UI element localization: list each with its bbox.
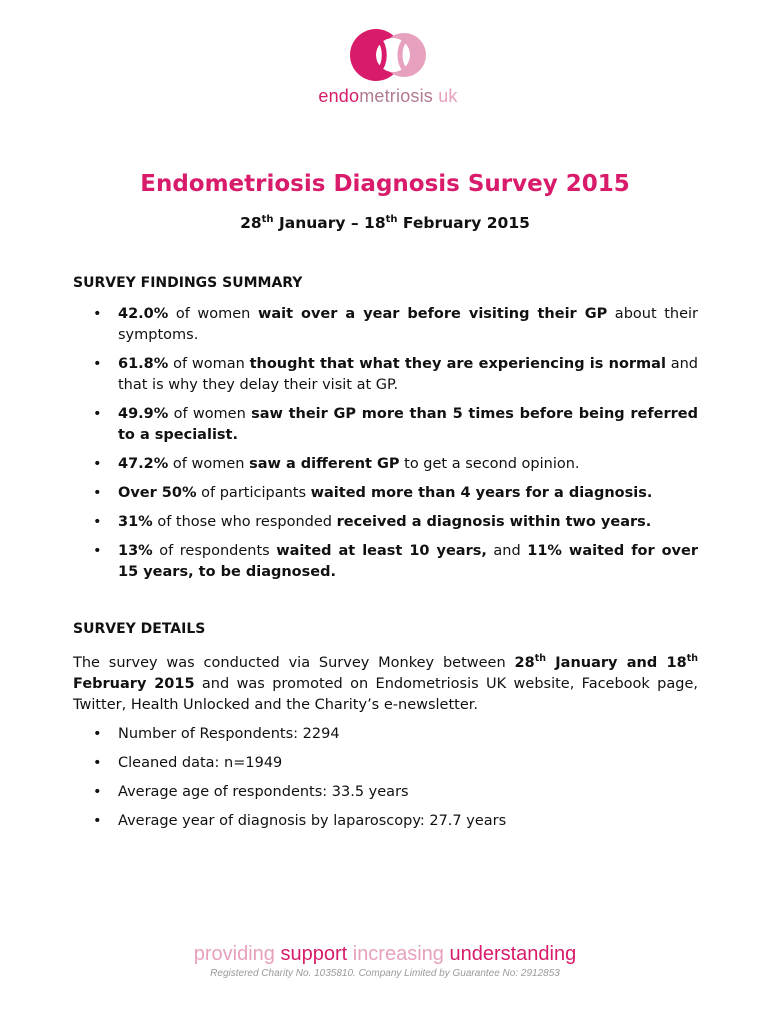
logo-circles-icon — [346, 26, 430, 84]
endometriosis-uk-logo — [318, 26, 458, 108]
finding-text: of respondents — [152, 543, 277, 559]
start-day: 28 — [240, 214, 262, 233]
list-item — [73, 404, 698, 446]
finding-text: of women — [168, 306, 258, 322]
findings-heading: SURVEY FINDINGS SUMMARY — [73, 275, 303, 291]
finding-text: and — [486, 543, 528, 559]
finding-emphasis: wait over a year before visiting their GP — [257, 306, 608, 322]
intro-date: February 2015 — [73, 675, 195, 692]
finding-emphasis: waited more than 4 years for a diagnosis. — [310, 485, 653, 501]
tagline-text: providing — [193, 943, 281, 965]
list-item: • Average age of respondents: 33.5 years — [73, 782, 698, 803]
footer-tagline — [0, 943, 770, 966]
tagline-emphasis: support — [280, 943, 348, 965]
details-heading: SURVEY DETAILS — [73, 621, 206, 637]
start-month: January – — [278, 214, 359, 233]
finding-stat: 49.9% — [118, 406, 169, 422]
survey-dates — [0, 214, 770, 232]
list-item: • Number of Respondents: 2294 — [73, 724, 698, 745]
list-item — [73, 354, 698, 396]
start-suffix: th — [261, 214, 274, 225]
finding-emphasis: saw their GP more than 5 times before being referred to a specialist. — [118, 406, 698, 443]
intro-suffix: th — [686, 653, 698, 664]
finding-stat: 61.8% — [118, 356, 169, 372]
finding-stat: Over 50% — [118, 485, 197, 501]
tagline-text: increasing — [347, 943, 450, 965]
charity-registration: Registered Charity No. 1035810. Company Limited by Guarantee No: 2912853 — [210, 968, 560, 979]
intro-date: January and 18 — [546, 654, 687, 671]
finding-text: of women — [168, 406, 252, 422]
finding-emphasis: thought that what they are experiencing is normal — [249, 356, 666, 372]
intro-text: and was promoted on Endometriosis UK website, Facebook page, Twitter, Health Unlocked and the Charity’s e-newsletter. — [73, 675, 699, 713]
list-item: • Average year of diagnosis by laparoscopy: 27.7 years — [73, 811, 698, 832]
findings-list — [73, 304, 698, 583]
details-intro — [73, 648, 698, 716]
tagline-emphasis: understanding — [449, 943, 577, 965]
finding-emphasis: received a diagnosis within two years. — [336, 514, 652, 530]
intro-suffix: th — [534, 653, 546, 664]
list-item — [73, 483, 698, 504]
logo-text-uk: uk — [438, 86, 458, 106]
list-item — [73, 541, 698, 583]
details-list — [73, 724, 698, 832]
finding-stat: 31% — [118, 514, 153, 530]
logo-text-metriosis: metriosis — [359, 86, 434, 106]
end-day: 18 — [364, 214, 386, 233]
findings-summary — [73, 273, 698, 583]
finding-emphasis: saw a different GP — [249, 456, 400, 472]
survey-details — [73, 619, 698, 832]
list-item — [73, 454, 698, 475]
list-item — [73, 512, 698, 533]
logo-wordmark — [318, 86, 458, 107]
finding-stat: 13% — [118, 543, 153, 559]
finding-emphasis: waited at least 10 years, — [276, 543, 487, 559]
intro-text: The survey was conducted via Survey Monkey between — [73, 654, 515, 671]
finding-text: of participants — [196, 485, 311, 501]
finding-stat: 42.0% — [118, 306, 169, 322]
finding-text: of women — [168, 456, 250, 472]
finding-text: of those who responded — [152, 514, 337, 530]
finding-text: to get a second opinion. — [399, 456, 580, 472]
finding-text: of woman — [168, 356, 250, 372]
page-title: Endometriosis Diagnosis Survey 2015 — [140, 171, 630, 197]
end-month: February 2015 — [402, 214, 530, 233]
list-item: • Cleaned data: n=1949 — [73, 753, 698, 774]
list-item — [73, 304, 698, 346]
logo-text-endo: endo — [318, 86, 360, 106]
end-suffix: th — [385, 214, 398, 225]
intro-date: 28 — [514, 654, 535, 671]
finding-emphasis: 11% waited for over 15 years, to be diagnosed. — [118, 543, 698, 580]
finding-text: about their symptoms. — [118, 306, 698, 343]
finding-text: and that is why they delay their visit at GP. — [118, 356, 699, 393]
finding-stat: 47.2% — [118, 456, 169, 472]
